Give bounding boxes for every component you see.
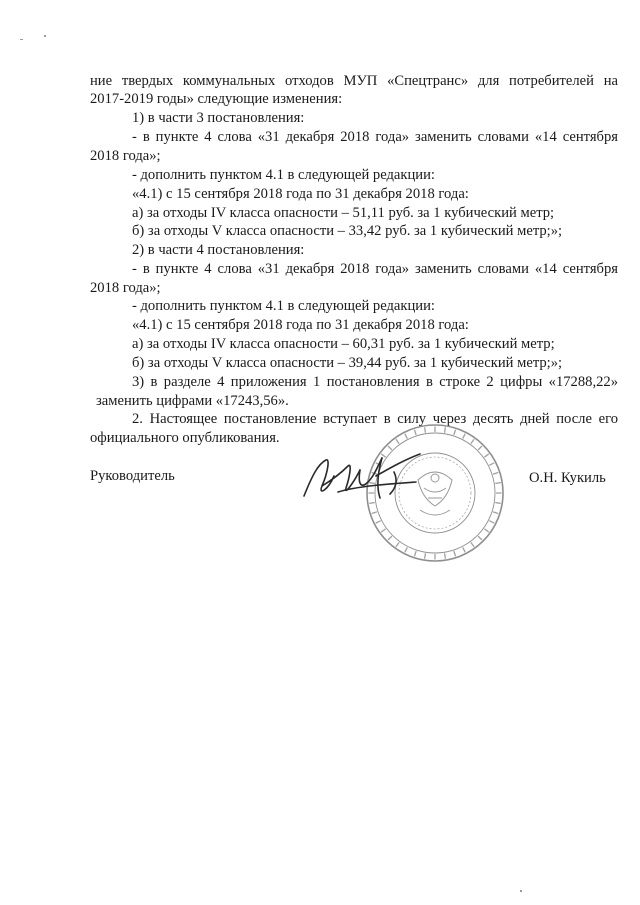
stamp-lettering-mark	[485, 454, 489, 457]
text-line: заменить цифрами «17243,56».	[96, 393, 289, 409]
text-line: ние твердых коммунальных отходов МУП «Спецтранс» для потребителей на	[90, 73, 618, 89]
text-line: б) за отходы V класса опасности – 39,44 руб. за 1 кубический метр;»;	[132, 355, 563, 371]
text-line: - дополнить пунктом 4.1 в следующей редакции:	[132, 298, 435, 314]
text-line: 2017-2019 годы» следующие изменения:	[90, 91, 343, 107]
stamp-lettering-mark	[372, 512, 376, 513]
stamp-lettering-mark	[396, 543, 399, 547]
stamp-lettering-mark	[445, 428, 446, 432]
stamp-lettering-mark	[405, 434, 407, 438]
stamp-lettering-mark	[425, 428, 426, 432]
text-line: официального опубликования.	[90, 430, 280, 446]
stamp-lettering-mark	[478, 536, 481, 539]
stamp-lettering-mark	[485, 529, 489, 532]
text-line: а) за отходы IV класса опасности – 51,11 руб. за 1 кубический метр;	[132, 205, 555, 221]
stamp-lettering-mark	[490, 521, 494, 523]
text-line: 2) в части 4 постановления:	[132, 242, 305, 258]
text-line: 1) в части 3 постановления:	[132, 110, 305, 126]
text-line: б) за отходы V класса опасности – 33,42 руб. за 1 кубический метр;»;	[132, 223, 563, 239]
handwritten-signature	[298, 446, 438, 506]
stamp-lettering-mark	[454, 551, 455, 555]
scan-speck	[20, 39, 23, 40]
stamp-lettering-mark	[463, 434, 465, 438]
stamp-lettering-mark	[376, 521, 380, 523]
stamp-lettering-mark	[478, 446, 481, 449]
text-line: - дополнить пунктом 4.1 в следующей редакции:	[132, 167, 435, 183]
stamp-lettering-mark	[415, 551, 416, 555]
stamp-lettering-mark	[405, 548, 407, 552]
stamp-lettering-mark	[493, 473, 497, 474]
stamp-lettering-mark	[454, 430, 455, 434]
stamp-lettering-mark	[496, 503, 500, 504]
stamp-lettering-mark	[425, 554, 426, 558]
stamp-lettering-mark	[463, 548, 465, 552]
text-line: 2018 года»;	[90, 280, 161, 296]
stamp-lettering-mark	[496, 483, 500, 484]
text-line: 2. Настоящее постановление вступает в силу через десять дней после его	[132, 411, 618, 427]
text-line: «4.1) с 15 сентября 2018 года по 31 декабря 2018 года:	[132, 317, 469, 333]
stamp-lettering-mark	[490, 463, 494, 465]
scan-speck	[44, 35, 46, 37]
stamp-lettering-mark	[493, 512, 497, 513]
stamp-lettering-mark	[471, 440, 474, 444]
signatory-position: Руководитель	[90, 468, 175, 484]
text-line: - в пункте 4 слова «31 декабря 2018 года» заменить словами «14 сентября	[132, 261, 618, 277]
text-line: 2018 года»;	[90, 148, 161, 164]
text-line: 3) в разделе 4 приложения 1 постановления в строке 2 цифры «17288,22»	[132, 374, 618, 390]
stamp-lettering-mark	[396, 440, 399, 444]
text-line: «4.1) с 15 сентября 2018 года по 31 декабря 2018 года:	[132, 186, 469, 202]
text-line: - в пункте 4 слова «31 декабря 2018 года» заменить словами «14 сентября	[132, 129, 618, 145]
scan-speck	[520, 890, 522, 892]
text-line: а) за отходы IV класса опасности – 60,31 руб. за 1 кубический метр;	[132, 336, 555, 352]
stamp-lettering-mark	[445, 554, 446, 558]
stamp-lettering-mark	[471, 543, 474, 547]
stamp-lettering-mark	[388, 536, 391, 539]
signatory-name: О.Н. Кукиль	[529, 470, 606, 486]
stamp-lettering-mark	[382, 529, 386, 532]
stamp-lettering-mark	[415, 430, 416, 434]
